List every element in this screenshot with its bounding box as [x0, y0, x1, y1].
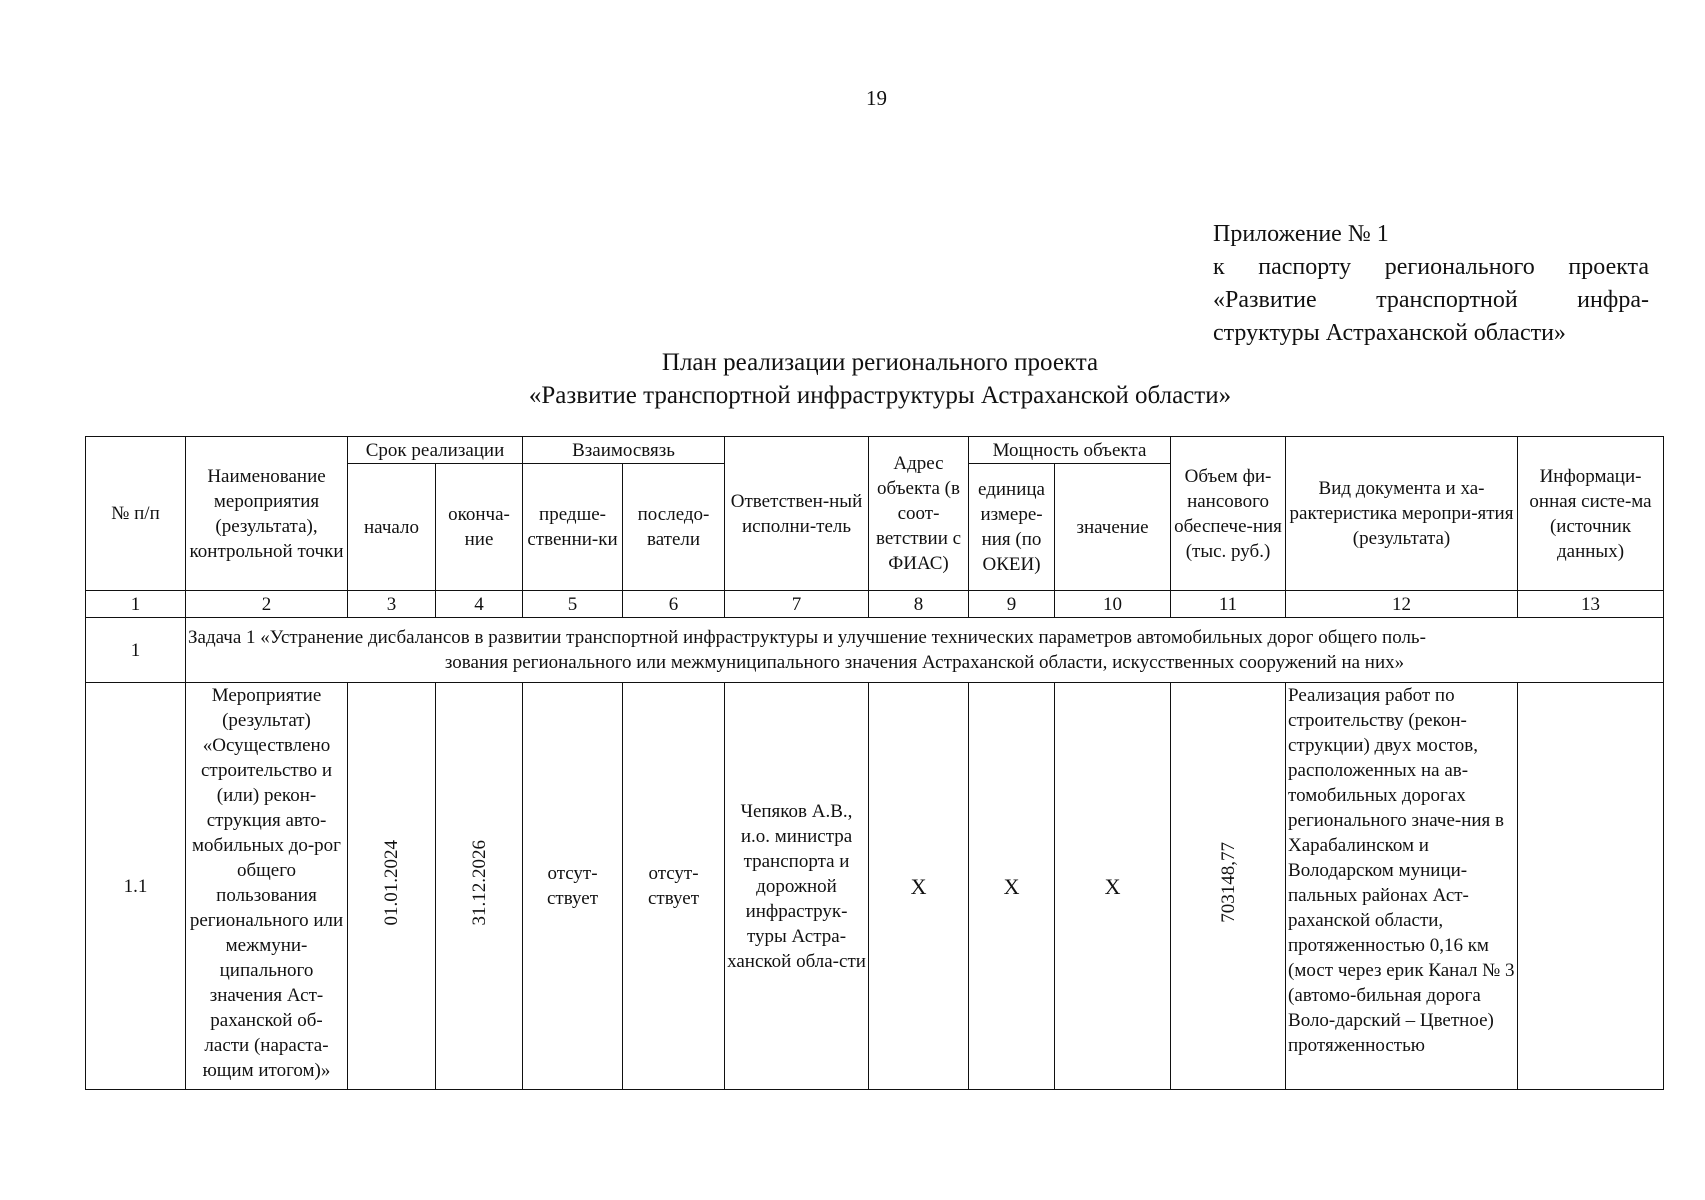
plan-title: [380, 346, 1380, 412]
column-number: 3: [348, 591, 436, 618]
appendix-line: «Развитие транспортной инфра-: [1213, 287, 1649, 313]
header-value: значение: [1055, 464, 1171, 591]
column-number: 8: [869, 591, 969, 618]
header-capacity: Мощность объекта: [969, 437, 1171, 464]
appendix-line: к паспорту регионального проекта: [1213, 254, 1649, 280]
appendix-line: Приложение № 1: [1213, 221, 1389, 247]
row-value: Х: [1055, 683, 1171, 1090]
header-row: [86, 437, 1664, 464]
column-number: 6: [623, 591, 725, 618]
column-number: 12: [1286, 591, 1518, 618]
row-address: Х: [869, 683, 969, 1090]
header-name: Наименование мероприятия (результата), контрольной точки: [186, 437, 348, 591]
column-number: 1: [86, 591, 186, 618]
header-num: № п/п: [86, 437, 186, 591]
header-end: оконча-ние: [436, 464, 523, 591]
header-unit: единица измере-ния (по ОКЕИ): [969, 464, 1055, 591]
header-successors: последо-ватели: [623, 464, 725, 591]
column-number: 5: [523, 591, 623, 618]
column-number: 13: [1518, 591, 1664, 618]
header-address: Адрес объекта (в соот-ветствии с ФИАС): [869, 437, 969, 591]
row-info-system: [1518, 683, 1664, 1090]
column-number: 4: [436, 591, 523, 618]
appendix-line: структуры Астраханской области»: [1213, 320, 1566, 346]
header-doc-type: Вид документа и ха-рактеристика меропри-ятия (результата): [1286, 437, 1518, 591]
column-number: 2: [186, 591, 348, 618]
table-row: [86, 683, 1664, 1090]
row-successors: отсут-ствует: [623, 683, 725, 1090]
header-period: Срок реализации: [348, 437, 523, 464]
row-executor: Чепяков А.В., и.о. министра транспорта и дорожной инфраструк-туры Астра-ханской обла-сти: [725, 683, 869, 1090]
plan-title-line: «Развитие транспортной инфраструктуры Астраханской области»: [528, 382, 1232, 409]
page-number: 19: [866, 86, 887, 110]
plan-title-line: План реализации регионального проекта: [661, 349, 1099, 376]
header-link: Взаимосвязь: [523, 437, 725, 464]
row-end-value: 31.12.2026: [468, 839, 490, 926]
row-name: Мероприятие (результат) «Осуществлено строительство и (или) рекон-струкция авто-мобильных до-рог общего пользования регионального или межмуни-ципального значения Аст-раханской об-ласти (нараста-ющим итогом)»: [186, 683, 348, 1090]
header-executor: Ответствен-ный исполни-тель: [725, 437, 869, 591]
row-finance: [1171, 683, 1286, 1090]
header-info-system: Информаци-онная систе-ма (источник данных): [1518, 437, 1664, 591]
column-number: 7: [725, 591, 869, 618]
column-number: 9: [969, 591, 1055, 618]
column-number: 11: [1171, 591, 1286, 618]
column-number: 10: [1055, 591, 1171, 618]
row-predecessors: отсут-ствует: [523, 683, 623, 1090]
row-unit: Х: [969, 683, 1055, 1090]
task-num: 1: [86, 618, 186, 683]
task-text-line: зования регионального или межмуниципального значения Астраханской области, искусственных сооружений на них»: [444, 652, 1405, 673]
row-finance-value: 703148,77: [1217, 842, 1239, 923]
row-num: 1.1: [86, 683, 186, 1090]
row-start-value: 01.01.2024: [381, 839, 402, 926]
header-start: начало: [348, 464, 436, 591]
row-start: [348, 683, 436, 1090]
plan-table: [85, 436, 1664, 1090]
task-text-line: Задача 1 «Устранение дисбалансов в развитии транспортной инфраструктуры и улучшение технических параметров автомобильных дорог общего поль-: [188, 627, 1426, 648]
appendix-note: [1213, 218, 1649, 350]
header-finance: Объем фи-нансового обеспече-ния (тыс. руб.): [1171, 437, 1286, 591]
task-row: [86, 618, 1664, 683]
header-predecessors: предше-ственни-ки: [523, 464, 623, 591]
task-text: [186, 618, 1664, 683]
column-number-row: [86, 591, 1664, 618]
row-end: [436, 683, 523, 1090]
row-doc-type: Реализация работ по строительству (рекон-струкции) двух мостов, расположенных на ав-томобильных дорогах регионального значе-ния в Харабалинском и Володарском муници-пальных районах Аст-раханской области, протяженностью 0,16 км (мост через ерик Канал № 3 (автомо-бильная дорога Воло-дарский – Цветное) протяженностью: [1286, 683, 1518, 1090]
